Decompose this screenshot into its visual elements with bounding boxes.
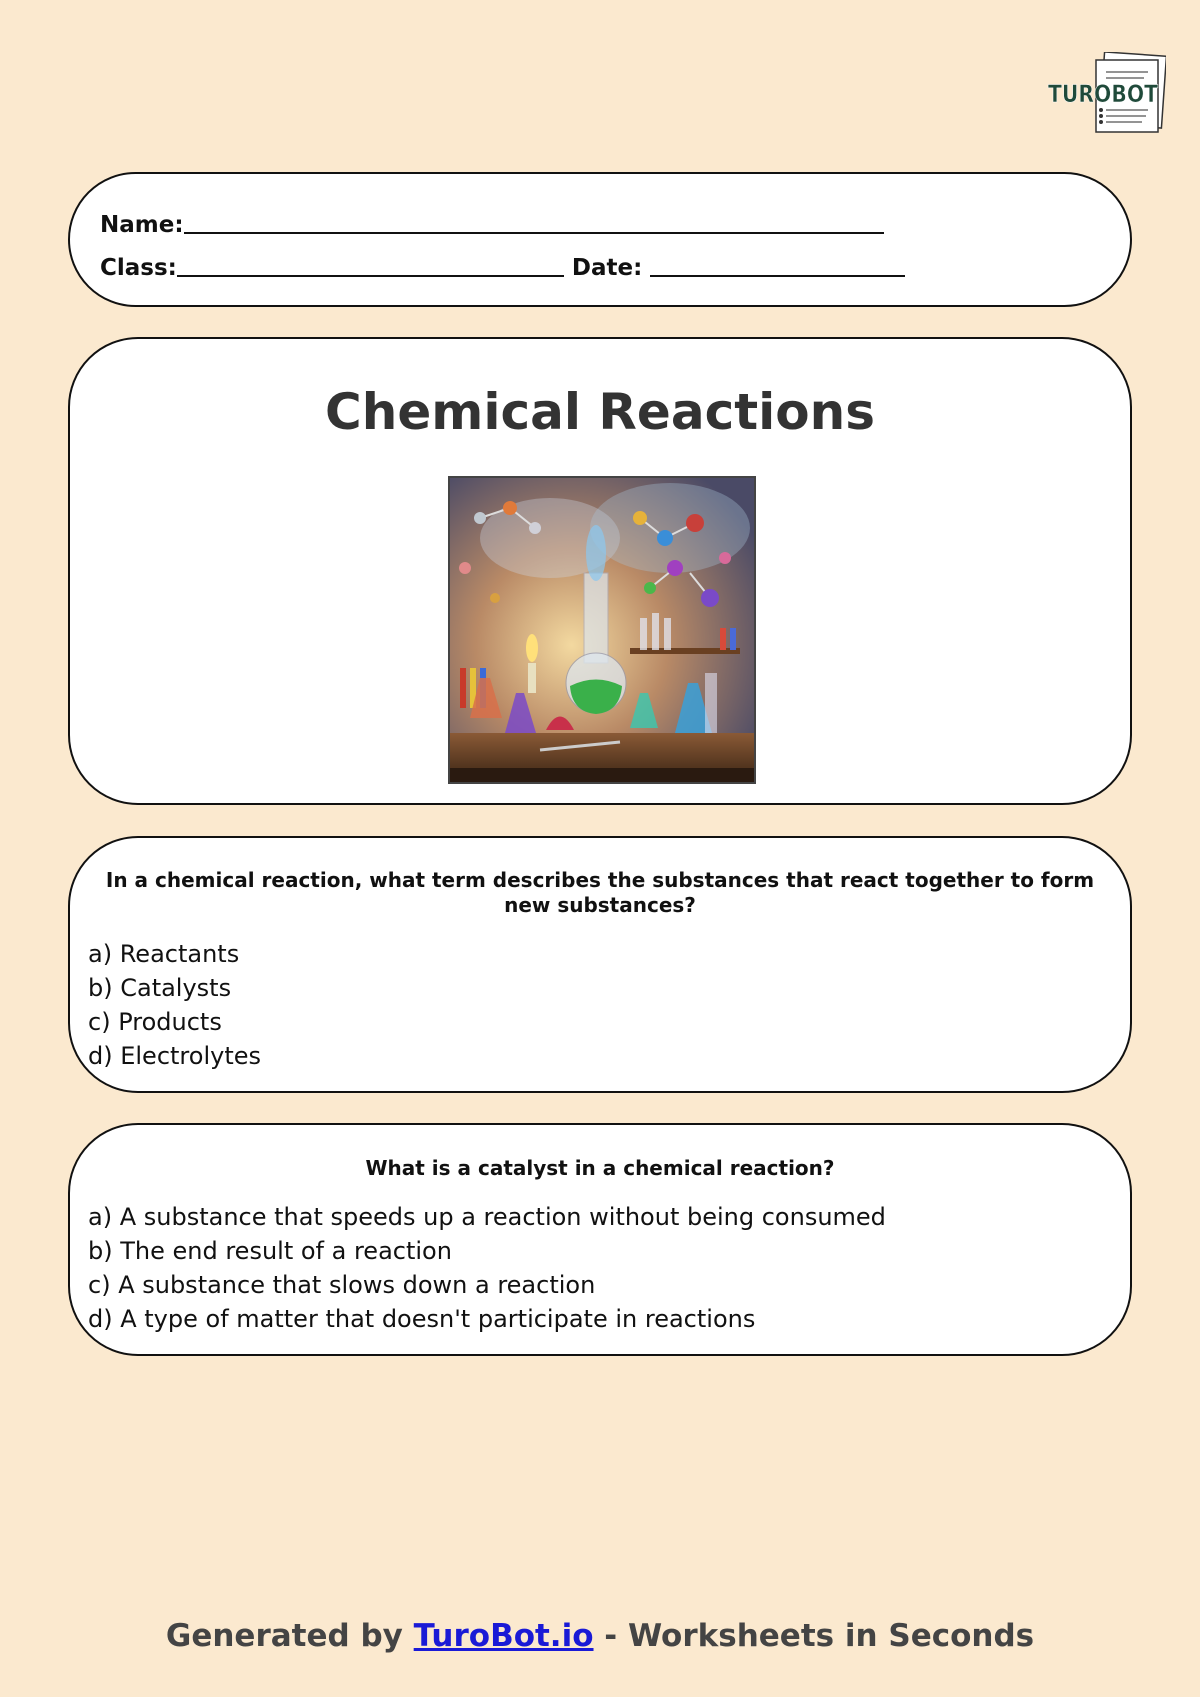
question-1-option-d[interactable]: d) Electrolytes [88, 1042, 262, 1070]
question-2-text: What is a catalyst in a chemical reaction? [365, 1156, 835, 1180]
name-line[interactable] [184, 230, 884, 234]
question-1-option-c[interactable]: c) Products [88, 1008, 222, 1036]
question-card-1 [68, 836, 1132, 1093]
turobot-link[interactable]: TuroBot.io [413, 1618, 594, 1654]
date-label: Date: [571, 255, 643, 281]
chemistry-lab-illustration [448, 476, 756, 784]
footer-suffix: - Worksheets in Seconds [593, 1618, 1035, 1654]
logo-wordmark: TUROBOT [1048, 80, 1159, 108]
question-2-option-c[interactable]: c) A substance that slows down a reaction [88, 1271, 596, 1299]
class-date-row [100, 255, 905, 281]
question-2-option-b[interactable]: b) The end result of a reaction [88, 1237, 452, 1265]
name-label: Name: [100, 212, 184, 238]
question-2-option-d[interactable]: d) A type of matter that doesn't participate in reactions [88, 1305, 756, 1333]
question-1-text: In a chemical reaction, what term describes the substances that react together to form new substances? [105, 868, 1095, 917]
turobot-logo [1046, 52, 1166, 138]
title-card [68, 337, 1132, 805]
class-label: Class: [100, 255, 177, 281]
student-info-card [68, 172, 1132, 307]
date-line[interactable] [650, 273, 905, 277]
question-1-options [88, 937, 261, 1073]
class-line[interactable] [177, 273, 564, 277]
footer-prefix: Generated by [165, 1618, 414, 1654]
question-2-option-a[interactable]: a) A substance that speeds up a reaction without being consumed [88, 1203, 886, 1231]
question-1-option-b[interactable]: b) Catalysts [88, 974, 232, 1002]
question-1-option-a[interactable]: a) Reactants [88, 940, 240, 968]
footer [0, 1618, 1200, 1654]
question-card-2 [68, 1123, 1132, 1356]
worksheet-title: Chemical Reactions [325, 383, 875, 441]
question-2-options [88, 1200, 886, 1336]
name-row [100, 212, 884, 238]
